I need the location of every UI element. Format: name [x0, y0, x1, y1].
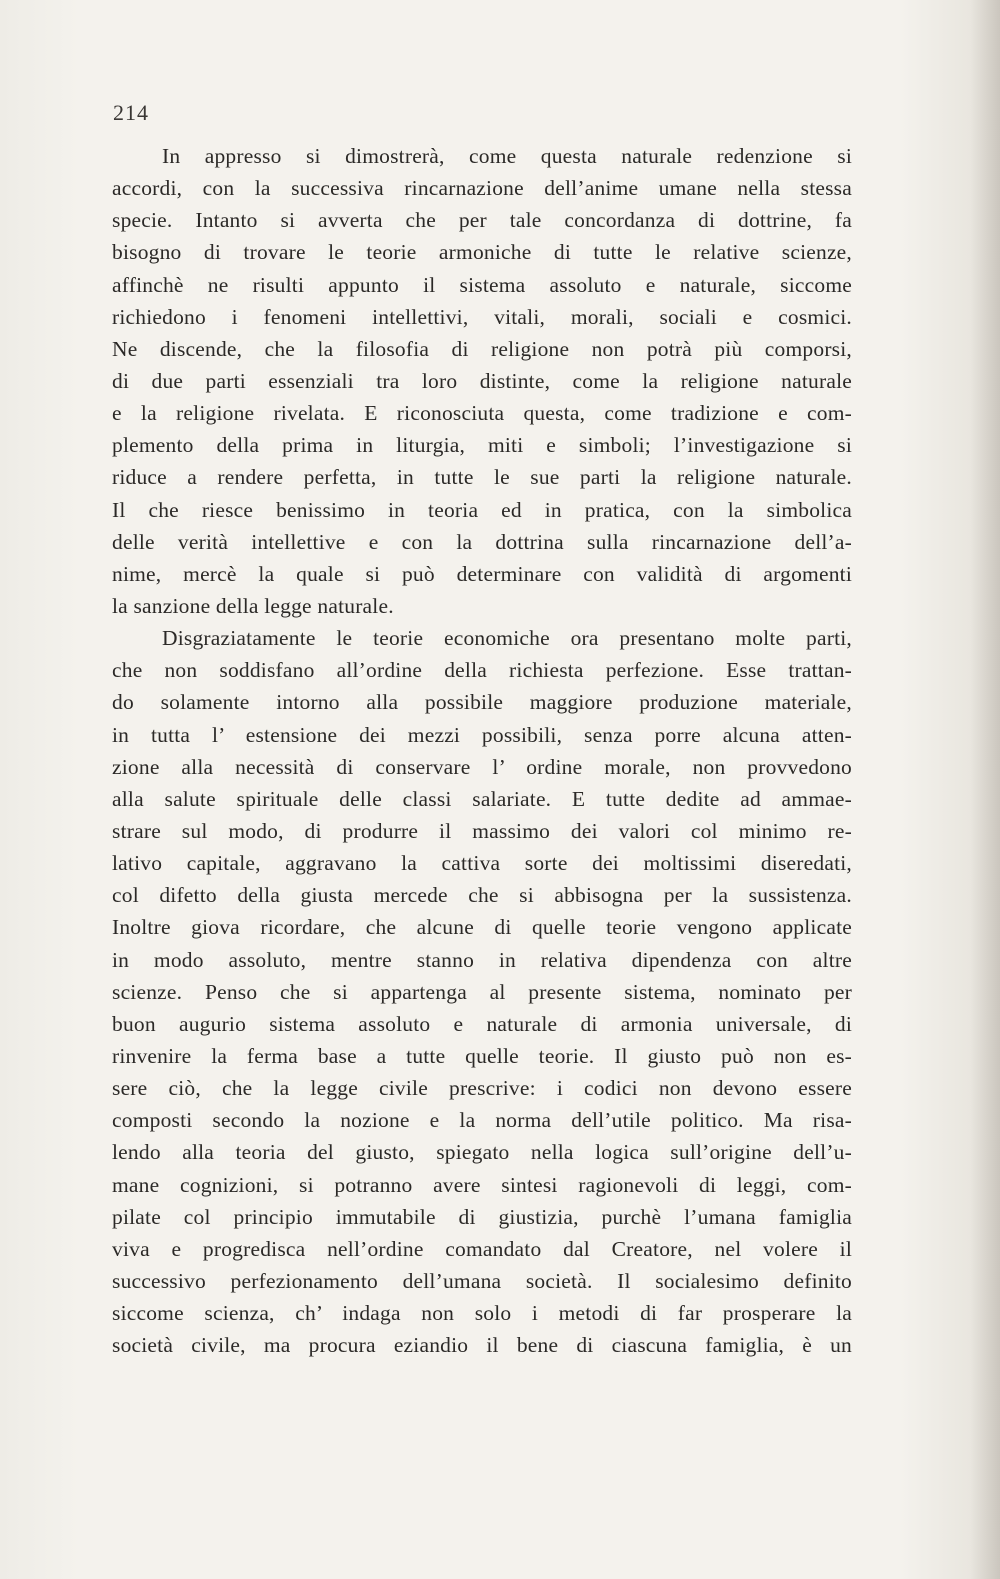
text-line: col difetto della giusta mercede che si abbisogna per la sussistenza. [112, 883, 852, 908]
text-line: società civile, ma procura eziandio il bene di ciascuna famiglia, è un [112, 1333, 852, 1358]
text-line: sere ciò, che la legge civile prescrive: i codici non devono essere [112, 1076, 852, 1101]
text-line: plemento della prima in liturgia, miti e simboli; l’investigazione si [112, 433, 852, 458]
text-line: riduce a rendere perfetta, in tutte le sue parti la religione naturale. [112, 465, 852, 490]
text-line: di due parti essenziali tra loro distinte, come la religione naturale [112, 368, 852, 393]
text-line: delle verità intellettive e con la dottrina sulla rincarnazione dell’a- [112, 529, 852, 554]
text-line: affinchè ne risulti appunto il sistema assoluto e naturale, siccome [112, 272, 852, 297]
text-line: Inoltre giova ricordare, che alcune di quelle teorie vengono applicate [112, 915, 852, 940]
body-text [112, 140, 852, 1361]
text-line: Disgraziatamente le teorie economiche ora presentano molte parti, [162, 626, 852, 651]
text-line: accordi, con la successiva rincarnazione dell’anime umane nella stessa [112, 176, 852, 201]
text-line: viva e progredisca nell’ordine comandato dal Creatore, nel volere il [112, 1236, 852, 1261]
text-line: in modo assoluto, mentre stanno in relativa dipendenza con altre [112, 947, 852, 972]
text-line: do solamente intorno alla possibile maggiore produzione materiale, [112, 690, 852, 715]
text-line: In appresso si dimostrerà, come questa naturale redenzione si [162, 144, 852, 168]
text-line: nime, mercè la quale si può determinare con validità di argomenti [112, 561, 852, 586]
text-line: specie. Intanto si avverta che per tale concordanza di dottrine, fa [112, 208, 852, 233]
text-line: e la religione rivelata. E riconosciuta questa, come tradizione e com- [112, 401, 852, 426]
text-line: alla salute spirituale delle classi salariate. E tutte dedite ad ammae- [112, 786, 852, 811]
text-line: siccome scienza, ch’ indaga non solo i metodi di far prosperare la [112, 1301, 852, 1326]
text-line: buon augurio sistema assoluto e naturale di armonia universale, di [112, 1011, 852, 1036]
text-line: Il che riesce benissimo in teoria ed in pratica, con la simbolica [112, 497, 852, 522]
text-line: in tutta l’ estensione dei mezzi possibili, senza porre alcuna atten- [112, 722, 852, 747]
text-line: pilate col principio immutabile di giustizia, purchè l’umana famiglia [112, 1204, 852, 1229]
text-line: lativo capitale, aggravano la cattiva sorte dei moltissimi diseredati, [112, 851, 852, 876]
text-line: lendo alla teoria del giusto, spiegato nella logica sull’origine dell’u- [112, 1140, 852, 1165]
page-edge-shadow [970, 0, 1000, 1579]
text-line: successivo perfezionamento dell’umana società. Il socialesimo definito [112, 1268, 852, 1293]
text-line: la sanzione della legge naturale. [112, 593, 394, 618]
text-line: scienze. Penso che si appartenga al presente sistema, nominato per [112, 979, 852, 1004]
text-line: bisogno di trovare le teorie armoniche di tutte le relative scienze, [112, 240, 852, 265]
text-line: rinvenire la ferma base a tutte quelle teorie. Il giusto può non es- [112, 1043, 852, 1068]
paragraph-1 [112, 140, 852, 622]
page-number: 214 [113, 100, 149, 125]
text-line: zione alla necessità di conservare l’ ordine morale, non provvedono [112, 754, 852, 779]
text-line: che non soddisfano all’ordine della richiesta perfezione. Esse trattan- [112, 658, 852, 683]
text-line: composti secondo la nozione e la norma dell’utile politico. Ma risa- [112, 1108, 852, 1133]
paragraph-2 [112, 622, 852, 1361]
text-line: Ne discende, che la filosofia di religione non potrà più comporsi, [112, 336, 852, 361]
text-line: richiedono i fenomeni intellettivi, vitali, morali, sociali e cosmici. [112, 304, 852, 329]
text-line: mane cognizioni, si potranno avere sintesi ragionevoli di leggi, com- [112, 1172, 852, 1197]
text-line: strare sul modo, di produrre il massimo dei valori col minimo re- [112, 818, 852, 843]
